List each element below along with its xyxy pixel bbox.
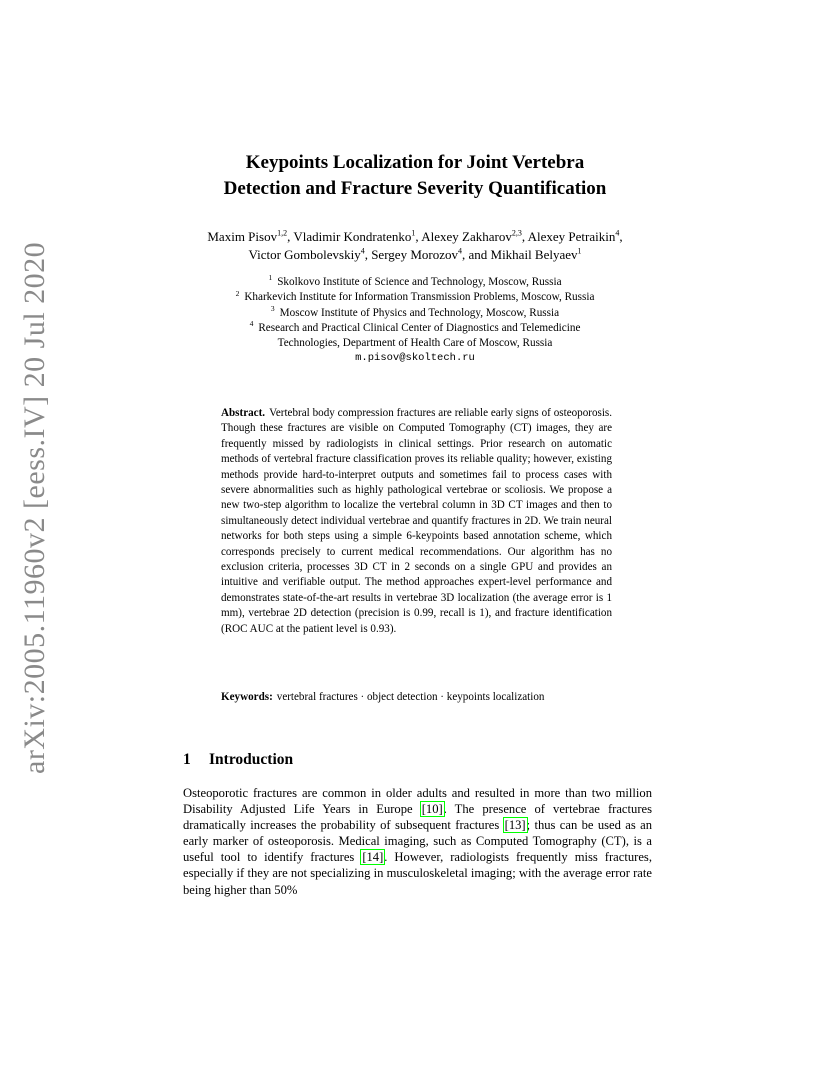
author-affil-mark: 1 <box>577 246 582 256</box>
keywords-text: vertebral fractures · object detection · keypoints localization <box>276 691 545 703</box>
citation-link[interactable]: [13] <box>504 818 526 833</box>
abstract-label: Abstract. <box>221 407 266 419</box>
section-number: 1 <box>183 751 191 768</box>
section-heading <box>183 750 643 770</box>
author-affil-mark: 4 <box>360 246 365 256</box>
paper-title <box>150 150 680 202</box>
arxiv-side-stamp <box>13 241 57 774</box>
affiliation-continuation: Technologies, Department of Health Care of Moscow, Russia <box>277 337 553 350</box>
section-title: Introduction <box>209 751 294 768</box>
affiliation-text: Moscow Institute of Physics and Technology, Moscow, Russia <box>279 306 560 319</box>
author-name: Mikhail Belyaev <box>490 247 578 262</box>
citation-link[interactable]: [10] <box>421 802 443 817</box>
keywords-label: Keywords: <box>221 691 273 703</box>
author-affil-mark: 1 <box>411 228 416 238</box>
affiliation-text: Kharkevich Institute for Information Transmission Problems, Moscow, Russia <box>244 291 595 304</box>
title-line-1: Keypoints Localization for Joint Vertebra <box>245 152 585 173</box>
author-name: Alexey Petraikin <box>527 229 616 244</box>
affiliation-line <box>180 290 650 305</box>
affiliation-number: 2 <box>235 288 240 298</box>
abstract-text: Vertebral body compression fractures are reliable early signs of osteoporosis. Though these fractures are visible on Computed Tomography (CT) images, they are frequently missed by radiologists in clinical settings. Prior research on automatic methods of vertebral fracture classification proves its reliable quality; however, existing methods provide hard-to-interpret outputs and sometimes fail to process cases with severe abnormalities such as highly pathological vertebrae or scoliosis. We propose a new two-step algorithm to localize the vertebral column in 3D CT images and then to simultaneously detect individual vertebrae and quantify fractures in 2D. We train neural networks for both steps using a simple 6-keypoints based annotation scheme, which corresponds precisely to current medical recommendations. Our algorithm has no exclusion criteria, processes 3D CT in 2 seconds on a single GPU and provides an intuitive and verifiable output. The method approaches expert-level performance and demonstrates state-of-the-art results in vertebrae 3D localization (the average error is 1 mm), vertebrae 2D detection (precision is 0.99, recall is 1), and fracture identification (ROC AUC at the patient level is 0.93). <box>221 407 612 635</box>
author-affil-mark: 4 <box>457 246 462 256</box>
affiliation-number: 1 <box>268 273 273 283</box>
author-name: Sergey Morozov <box>371 247 458 262</box>
affiliation-line <box>180 275 650 290</box>
title-line-2: Detection and Fracture Severity Quantification <box>223 178 607 199</box>
author-name: Alexey Zakharov <box>421 229 512 244</box>
keywords <box>221 690 612 705</box>
abstract <box>221 406 612 637</box>
body-text-segment: Osteoporotic fractures are common in older adults and resulted in more than two million Disability Adjusted Life Years in Europe <box>183 786 652 817</box>
affiliation-line <box>180 321 650 336</box>
author-name: Maxim Pisov <box>207 229 278 244</box>
arxiv-identifier: arXiv:2005.11960v2 [eess.IV] 20 Jul 2020 <box>18 241 51 774</box>
author-affil-mark: 4 <box>615 228 620 238</box>
affiliation-text: Skolkovo Institute of Science and Technology, Moscow, Russia <box>277 276 562 288</box>
affiliation-number: 3 <box>270 303 275 313</box>
affiliation-number: 4 <box>249 319 254 329</box>
author-name: Victor Gombolevskiy <box>248 247 361 262</box>
author-name: Vladimir Kondratenko <box>293 229 412 244</box>
body-text-segment: ; thus can be used as an early marker of osteoporosis. Medical imaging, such as Computed Tomography (CT), is a useful tool to identify fractures <box>183 818 652 865</box>
citation-link[interactable]: [14] <box>362 850 384 865</box>
author-list: Maxim Pisov$^{1,2}$, Vladimir Kondratenko$^1$, Alexey Zakharov$^{2,3}$, Alexey Petraikin$^4$, Victor Gombolevskiy$^4$, Sergey Morozov$^4$, and Mikhail Belyaev$^1$ <box>207 228 623 262</box>
introduction-paragraph <box>183 785 652 898</box>
author-affil-mark: 1,2 <box>277 228 288 238</box>
contact-email[interactable]: m.pisov@skoltech.ru <box>355 352 475 365</box>
affiliation-text: Research and Practical Clinical Center of Diagnostics and Telemedicine <box>258 321 581 334</box>
author-affil-mark: 2,3 <box>511 228 522 238</box>
body-text-segment: . The presence of vertebrae fractures dramatically increases the probability of subsequent fractures <box>183 802 652 833</box>
body-text-segment: . However, radiologists frequently miss fractures, especially if they are not specializing in musculoskeletal imaging; with the average error rate being higher than 50% <box>183 850 652 897</box>
affiliation-list <box>180 275 650 367</box>
